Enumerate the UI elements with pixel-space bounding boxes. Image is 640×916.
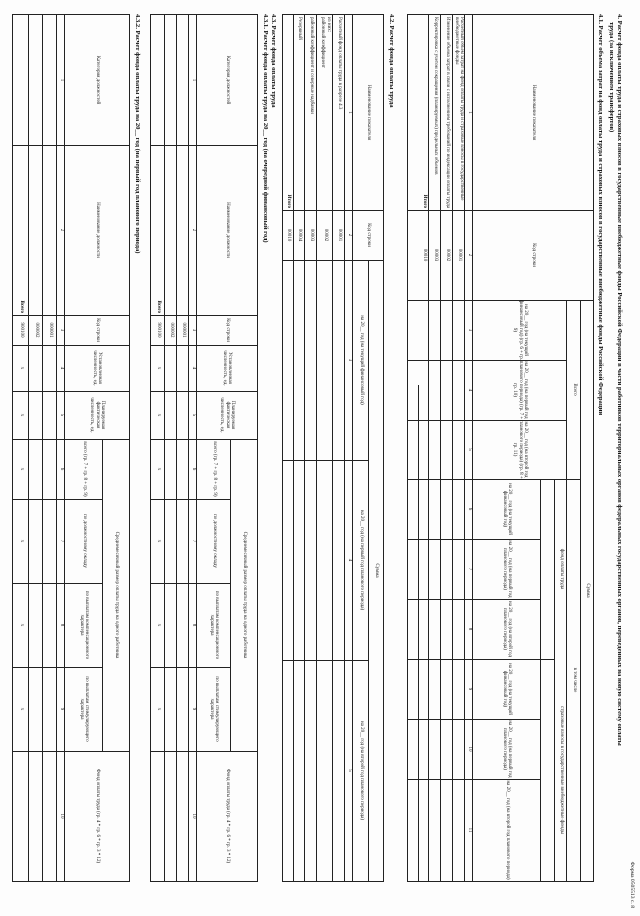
- t2-total-label: Итого: [286, 194, 292, 208]
- t3-total-x: x: [155, 623, 161, 627]
- t1-num: 10: [466, 746, 472, 752]
- t4-h-code: Код строки: [94, 318, 100, 342]
- t1-num: 9: [466, 687, 472, 691]
- t4-h-all: всего (гр. 7 + гр. 8 + гр. 9): [81, 441, 87, 497]
- t3-num: 1: [190, 78, 196, 82]
- t1-num: 7: [466, 567, 472, 571]
- t3-h-fact: Планируемая фактическая численность, ед.: [219, 397, 236, 433]
- form-code: Форма 0505513 с. 8: [629, 861, 635, 908]
- t4-num: 2: [58, 228, 64, 232]
- t1-row-name: Корректировка с учетом сокращения (планируемых) предельных объемов: [432, 17, 438, 175]
- t3-row-code: 000002: [168, 322, 174, 338]
- t2-row-name: из них:: [326, 17, 331, 33]
- t1-header-sum: Сумма: [584, 583, 590, 598]
- table-4-3-2: [12, 14, 130, 882]
- t1-num: 2: [466, 253, 472, 257]
- t3-total-x: x: [155, 366, 161, 370]
- t2-header-name: Наименование показателя: [365, 84, 371, 141]
- t3-h-avg: Среднемесячный размер оплаты труда на одного работника: [241, 531, 247, 659]
- t4-num: 4: [58, 366, 64, 370]
- t2-row-name: районный коэффициент и северные надбавки: [308, 17, 314, 114]
- t1-header-fot: фонд оплаты труда: [558, 548, 564, 590]
- t2-row-name: Расчетный фонд оплаты труда в разрезе 4.3: [336, 17, 342, 110]
- t3-h-pos: Наименование должности: [224, 202, 230, 258]
- t2-row-code: 00004: [297, 228, 303, 242]
- t2-row-name: районный коэффициент: [319, 17, 325, 68]
- t1-num: 8: [466, 627, 472, 631]
- t4-total-code: 900100: [18, 322, 24, 338]
- t3-h-sal: по должностному окладу: [211, 514, 217, 568]
- t3-num: 8: [190, 623, 196, 627]
- t2-num: 1: [346, 111, 352, 114]
- table-4-1: [407, 14, 594, 882]
- t2-col-y1: на 20__ год (на первый год планового периода): [358, 509, 364, 611]
- t1-num: 5: [466, 448, 472, 451]
- t1-num: 1: [466, 111, 472, 114]
- t2-row-name: Резервный: [297, 17, 303, 40]
- t2-num: 2: [346, 233, 352, 237]
- section-4-3-2-title: 4.3.2. Расчет фонда оплаты труда на 20__ год (на первый год планового периода): [134, 14, 141, 254]
- t1-row-name: Изменение объема затрат в связи с исполнением требований по индексации оплаты труда: [444, 17, 450, 209]
- t1-col-f1: на 20__ год (на первый год планового периода): [502, 540, 513, 598]
- t4-num: 5: [58, 413, 64, 417]
- t1-header-name: Наименование показателя: [530, 84, 536, 141]
- t1-col-y2: на 20__ год (на второй год планового периода) (гр. 8 + гр. 11): [512, 420, 529, 479]
- t1-row-code: 00002: [444, 248, 450, 262]
- t4-h-sal: по должностному окладу: [81, 514, 87, 568]
- t3-row-code: 000001: [180, 322, 186, 338]
- t4-h-fund: Фонд оплаты труда (гр. 4 * гр. 6 * гр. 3 * 12): [94, 768, 100, 864]
- t1-header-total: Всего: [571, 383, 577, 396]
- t1-total-label: Итого: [421, 194, 427, 208]
- t2-header-code: Код строки: [365, 223, 371, 247]
- t4-num: 8: [58, 623, 64, 627]
- table-4-2: [282, 14, 384, 882]
- t3-h-all: всего (гр. 7 + гр. 8 + гр. 9): [211, 441, 217, 497]
- t2-row-code: 00003: [308, 228, 314, 242]
- t2-row-code: 00002: [322, 228, 328, 242]
- t4-num: 9: [58, 707, 64, 711]
- t4-num: 6: [58, 467, 64, 471]
- t3-num: 5: [190, 413, 196, 417]
- t1-col-s2: на 20__ год (на второй год планового периода): [504, 780, 510, 880]
- t3-total-label: Всего: [155, 300, 161, 313]
- t3-h-cat: Категория должностей: [224, 55, 230, 105]
- t4-total-x: x: [18, 539, 24, 543]
- t4-h-avg: Среднемесячный размер оплаты труда на одного работника: [113, 531, 119, 659]
- t2-num: 5: [346, 769, 352, 772]
- t1-row-code: 00003: [432, 248, 438, 262]
- t1-num: 3: [466, 328, 472, 332]
- t1-num: 6: [466, 507, 472, 511]
- t1-col-y1: на 20__ год (на первый год планового периода) (гр. 7 + гр. 10): [512, 360, 529, 420]
- t2-col-y2: на 20__ год (на второй год планового периода): [358, 720, 364, 821]
- t4-num: 3: [58, 328, 64, 332]
- t3-h-comp: по выплатам компенсационного характера: [209, 590, 220, 660]
- t1-header-code: Код строки: [530, 243, 536, 267]
- section-4-1-title: 4.1. Расчет объема затрат на фонд оплаты труда и страховых взносов в государственные внебюджетные фонды Российской Федерации: [597, 14, 604, 416]
- t3-h-fund: Фонд оплаты труда (гр. 4 * гр. 6 * гр. 3 * 12): [224, 768, 230, 864]
- section-4-title-cont: труда (за исключением трансфертов): [608, 22, 615, 133]
- t3-num: 3: [190, 328, 196, 332]
- t3-num: 10: [190, 813, 196, 819]
- t4-num: 1: [58, 78, 64, 82]
- t3-num: 6: [190, 467, 196, 471]
- t2-total-code: 00010: [286, 228, 292, 242]
- t1-col-y0: на 20__ год (на текущий финансовый год) (гр. 6 + гр. 9): [512, 300, 529, 360]
- section-4-3-title: 4.3. Расчет фонда оплаты труда: [270, 14, 277, 108]
- t4-h-pos: Наименование должности: [94, 202, 100, 258]
- t4-h-stim: по выплатам стимулирующего характера: [79, 676, 90, 742]
- t4-h-cat: Категория должностей: [94, 55, 100, 105]
- t4-total-x: x: [18, 413, 24, 417]
- t4-h-fact: Планируемая фактическая численность, ед.: [89, 397, 106, 433]
- t2-num: 3: [346, 358, 352, 362]
- t1-row-name: Расчетный объем затрат на фонд оплаты труда и страховые взносы в государственные внебюджетные фонды: [454, 17, 465, 201]
- t1-col-f0: на 20__ год (на текущий финансовый год): [502, 483, 513, 535]
- t4-row-code: 000001: [47, 322, 53, 338]
- t4-num: 7: [58, 539, 64, 543]
- t1-header-ins: страховые взносы в государственные внебюджетные фонды: [558, 706, 564, 834]
- t2-row-code: 00001: [336, 228, 342, 242]
- t1-col-f2: на 20__ год (на второй год планового периода): [502, 601, 513, 657]
- t1-row-code: 00001: [456, 248, 462, 262]
- section-4-3-1-title: 4.3.1. Расчет фонда оплаты труда на 20__ год (на очередной финансовый год): [262, 14, 269, 243]
- t4-total-x: x: [18, 707, 24, 711]
- t4-row-code: 000002: [33, 322, 39, 338]
- t1-header-incl: в том числе: [571, 667, 577, 693]
- t3-num: 2: [190, 228, 196, 232]
- t1-total-code: 00010: [421, 248, 427, 262]
- t3-total-code: 900100: [155, 322, 161, 338]
- t3-total-x: x: [155, 539, 161, 543]
- t3-total-x: x: [155, 467, 161, 471]
- section-4-2-title: 4.2. Расчет фонда оплаты труда: [388, 14, 395, 108]
- t1-col-s1: на 20__ год (на первый год планового периода): [502, 720, 513, 778]
- t3-h-est: Установленная численность, ед.: [222, 350, 233, 386]
- t4-h-est: Установленная численность, ед.: [92, 350, 103, 386]
- t1-col-s0: на 20__ год (на текущий финансовый год): [502, 663, 513, 715]
- t2-num: 4: [346, 558, 352, 562]
- t4-total-label: Всего: [18, 300, 24, 313]
- t3-num: 4: [190, 366, 196, 370]
- t3-num: 7: [190, 539, 196, 543]
- t2-col-y0: на 20__ год (на текущий финансовый год): [358, 315, 364, 405]
- t4-h-comp: по выплатам компенсационного характера: [79, 590, 90, 660]
- t4-total-x: x: [18, 623, 24, 627]
- t1-num: 4: [466, 388, 472, 392]
- table-4-3-1: [150, 14, 258, 882]
- section-4-title: 4. Расчет фонда оплаты труда и страховых взносов в государственные внебюджетные фонды Российской Федерации в части работников территориальных органов федеральных государственных органов, переведенных на новую систему оплаты: [616, 14, 623, 746]
- t3-num: 9: [190, 707, 196, 711]
- t4-total-x: x: [18, 366, 24, 370]
- t2-header-sum: Сумма: [373, 563, 379, 578]
- t1-num: 11: [466, 827, 472, 833]
- t3-total-x: x: [155, 413, 161, 417]
- t3-h-stim: по выплатам стимулирующего характера: [209, 676, 220, 742]
- t4-num: 10: [58, 813, 64, 819]
- t3-total-x: x: [155, 707, 161, 711]
- t3-h-code: Код строки: [224, 318, 230, 342]
- t4-total-x: x: [18, 467, 24, 471]
